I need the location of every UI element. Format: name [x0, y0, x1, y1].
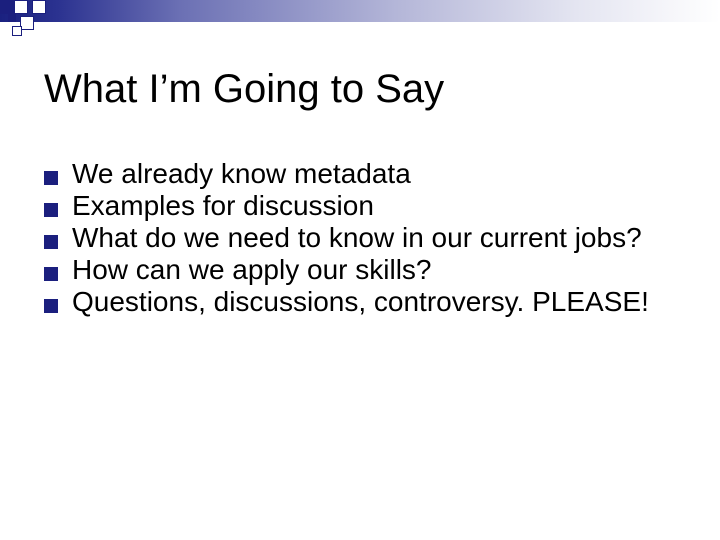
square-bullet-icon	[44, 203, 58, 217]
bullet-text: How can we apply our skills?	[72, 254, 432, 285]
bullet-text: Examples for discussion	[72, 190, 374, 221]
bullet-item	[44, 158, 684, 190]
slide-title: What I’m Going to Say	[44, 67, 445, 111]
bullet-text: What do we need to know in our current jobs?	[72, 222, 642, 253]
decor-square-outline-3	[20, 16, 34, 30]
bullet-text: Questions, discussions, controversy. PLEASE!	[72, 286, 649, 317]
gradient-header-bar	[0, 0, 720, 22]
decor-square-outline-1	[14, 0, 28, 14]
bullet-item	[44, 190, 684, 222]
square-bullet-icon	[44, 299, 58, 313]
header-decoration	[0, 0, 720, 40]
decor-square-outline-4	[12, 26, 22, 36]
bullet-item	[44, 286, 684, 318]
bullet-list	[44, 158, 684, 318]
decor-square-dark-2	[8, 14, 16, 22]
bullet-item	[44, 254, 684, 286]
square-bullet-icon	[44, 235, 58, 249]
bullet-item	[44, 222, 684, 254]
decor-square-outline-2	[32, 0, 46, 14]
square-bullet-icon	[44, 171, 58, 185]
bullet-text: We already know metadata	[72, 158, 411, 189]
square-bullet-icon	[44, 267, 58, 281]
decor-square-dark-1	[0, 0, 14, 14]
